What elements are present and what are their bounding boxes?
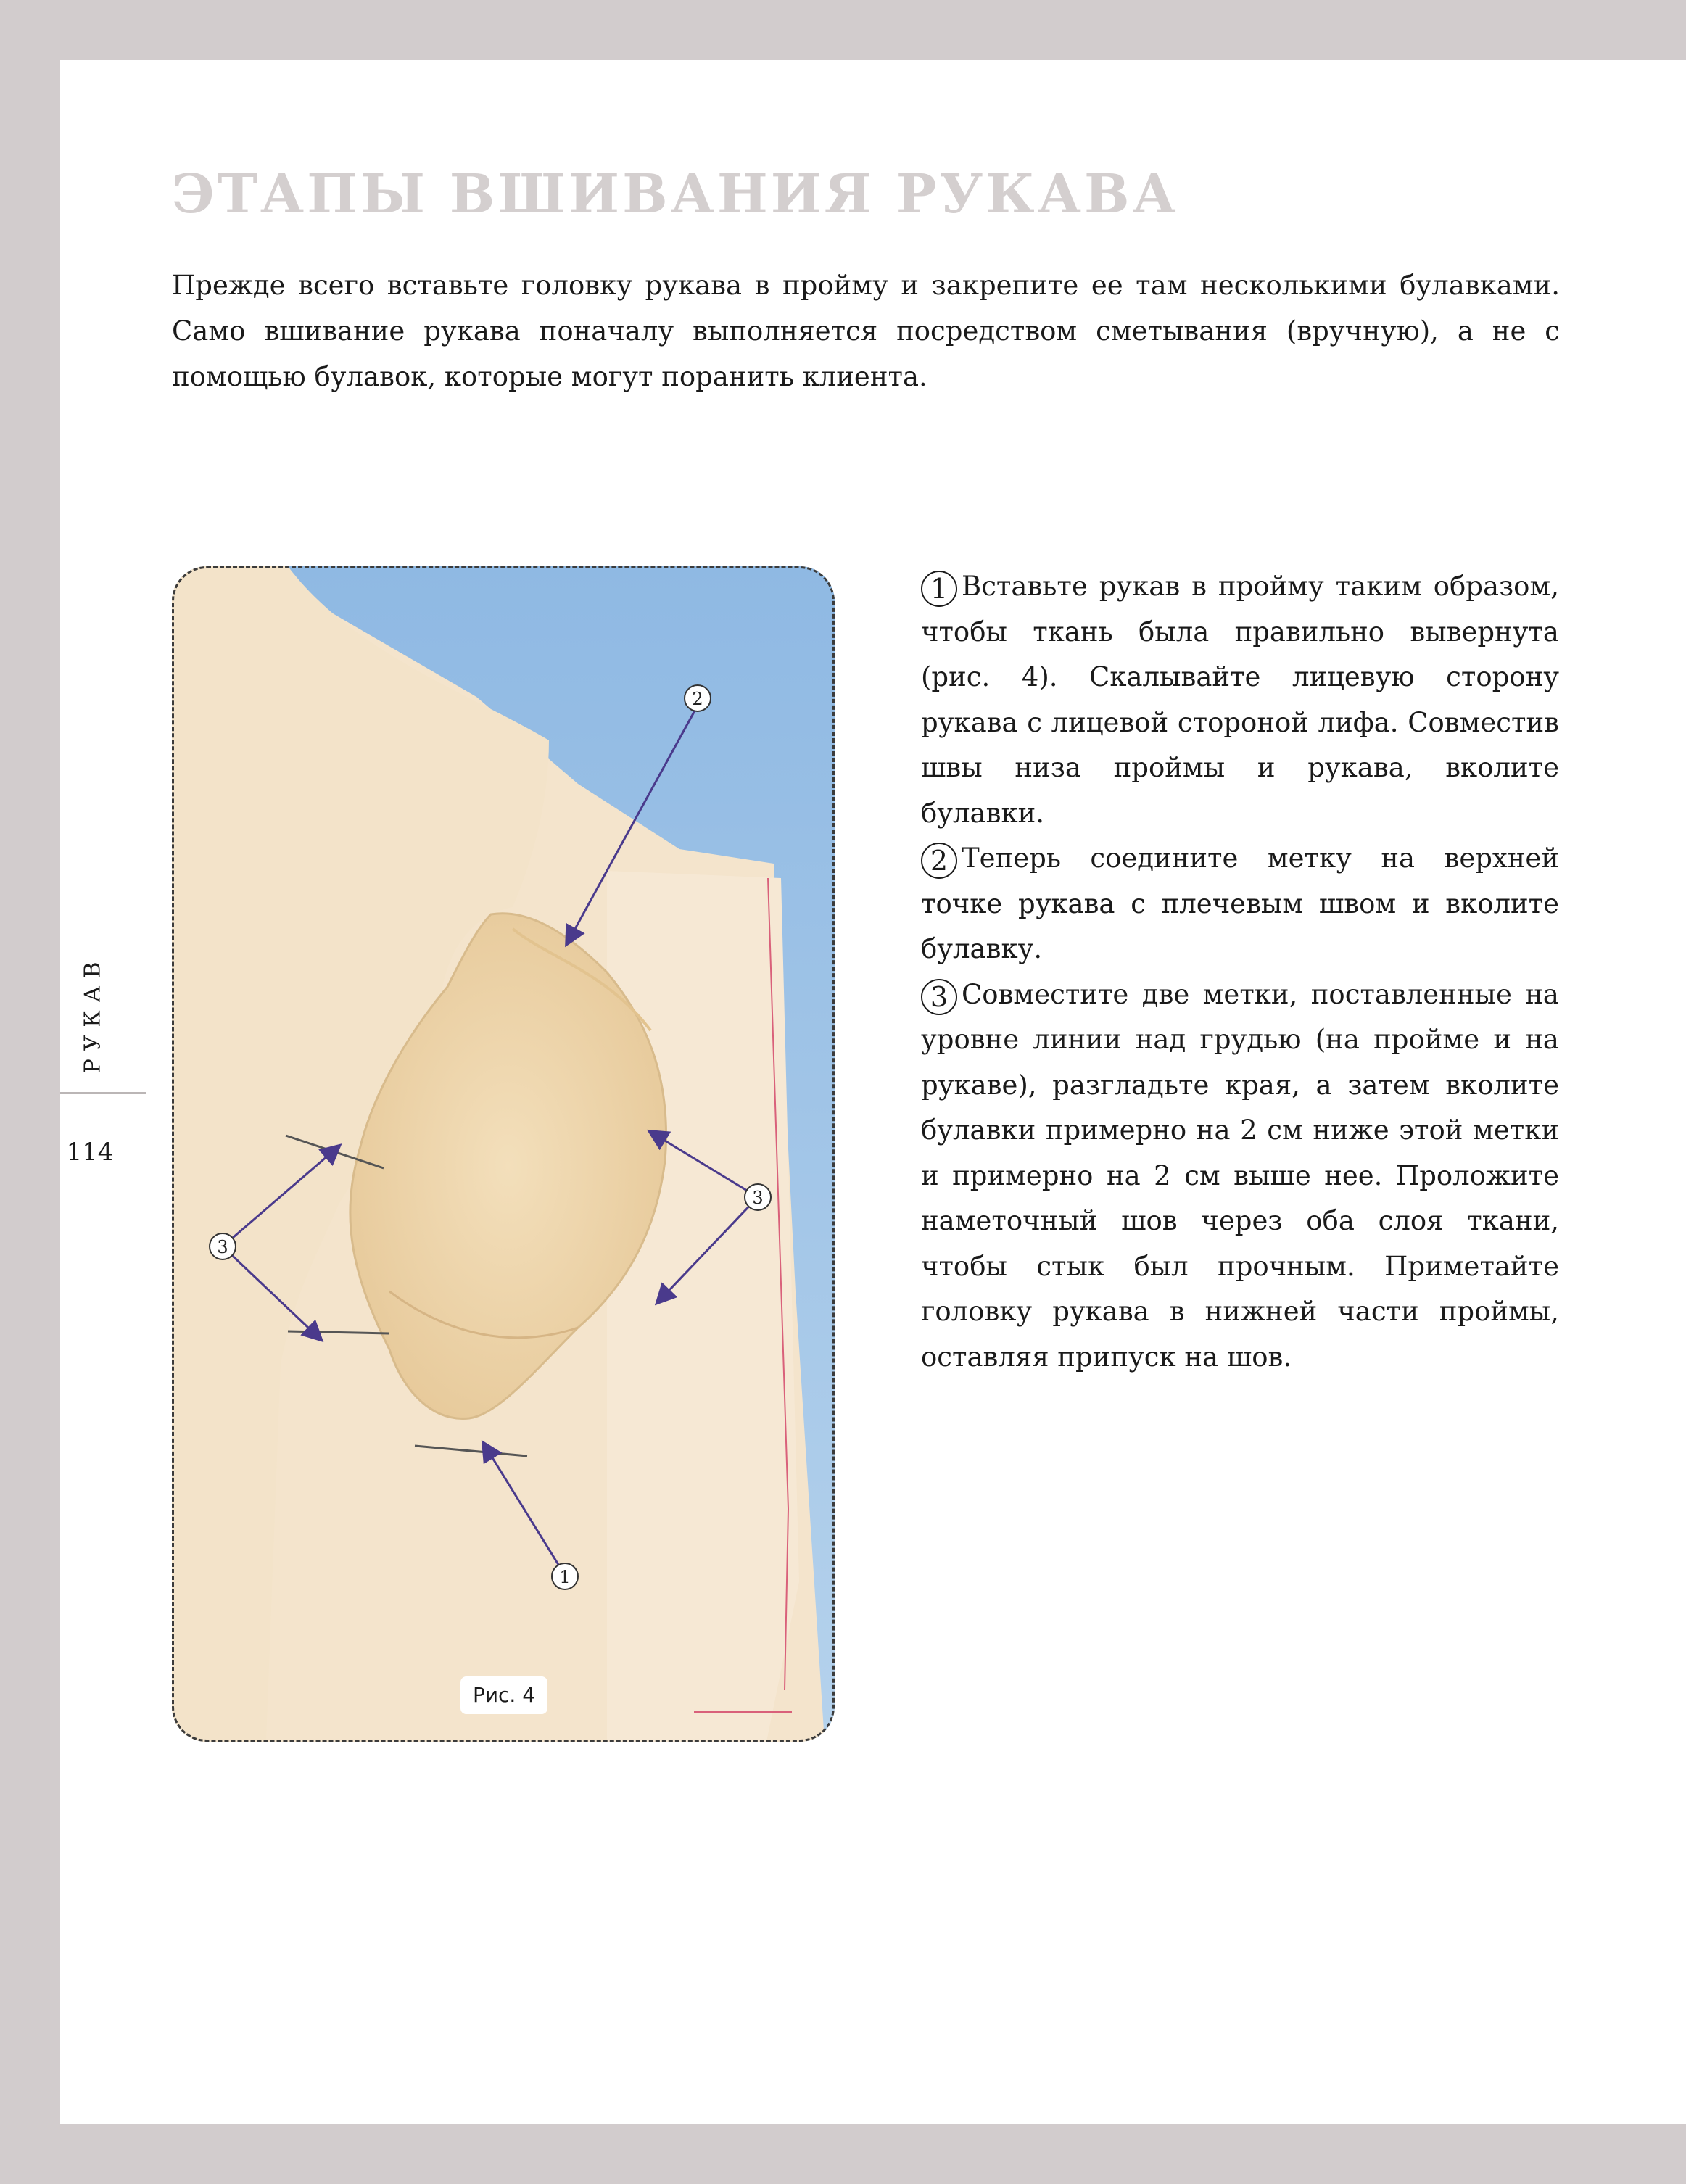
page-title: ЭТАПЫ ВШИВАНИЯ РУКАВА: [172, 163, 1179, 226]
figure-caption: Рис. 4: [460, 1676, 547, 1714]
steps-list: [921, 564, 1559, 1380]
sleeve-photo-illustration: [172, 566, 835, 1742]
page-number: 114: [66, 1138, 114, 1167]
step-1: [921, 564, 1559, 836]
step-number-badge: 3: [921, 979, 957, 1015]
step-number-badge: 1: [921, 571, 957, 607]
figure-photo: [172, 566, 835, 1742]
callout-2: [685, 685, 711, 711]
callout-3-right: [745, 1184, 771, 1210]
section-label: РУКАВ: [80, 954, 106, 1074]
step-text: Вставьте рукав в пройму таким образом, чтобы ткань была правильно вывернута (рис. 4). Скалывайте лицевую сторону рукава с лицевой стороной лифа. Совместив швы низа проймы и рукава, вколите булавки.: [921, 571, 1559, 829]
svg-text:3: 3: [217, 1237, 228, 1257]
step-3: [921, 972, 1559, 1381]
step-2: [921, 836, 1559, 972]
callout-3-left: [210, 1233, 236, 1259]
svg-text:2: 2: [692, 689, 703, 709]
section-divider: [60, 1092, 146, 1094]
step-text: Совместите две метки, поставленные на уровне линии над грудью (на пройме и на рукаве), разгладьте края, а затем вколите булавки примерно на 2 см ниже этой метки и примерно на 2 см выше нее. Проложите наметочный шов через оба слоя ткани, чтобы стык был прочным. Приметайте головку рукава в нижней части проймы, оставляя припуск на шов.: [921, 978, 1559, 1373]
svg-text:1: 1: [559, 1567, 571, 1587]
step-number-badge: 2: [921, 843, 957, 879]
intro-paragraph: Прежде всего вставьте головку рукава в пройму и закрепите ее там несколькими булавками. Само вшивание рукава поначалу выполняется посредством сметывания (вручную), а не с помощью булавок, которые могут поранить клиента.: [172, 270, 1560, 392]
step-text: Теперь соедините метку на верхней точке рукава с плечевым швом и вколите булавку.: [921, 843, 1559, 964]
svg-text:3: 3: [752, 1188, 764, 1208]
callout-1: [552, 1563, 578, 1589]
